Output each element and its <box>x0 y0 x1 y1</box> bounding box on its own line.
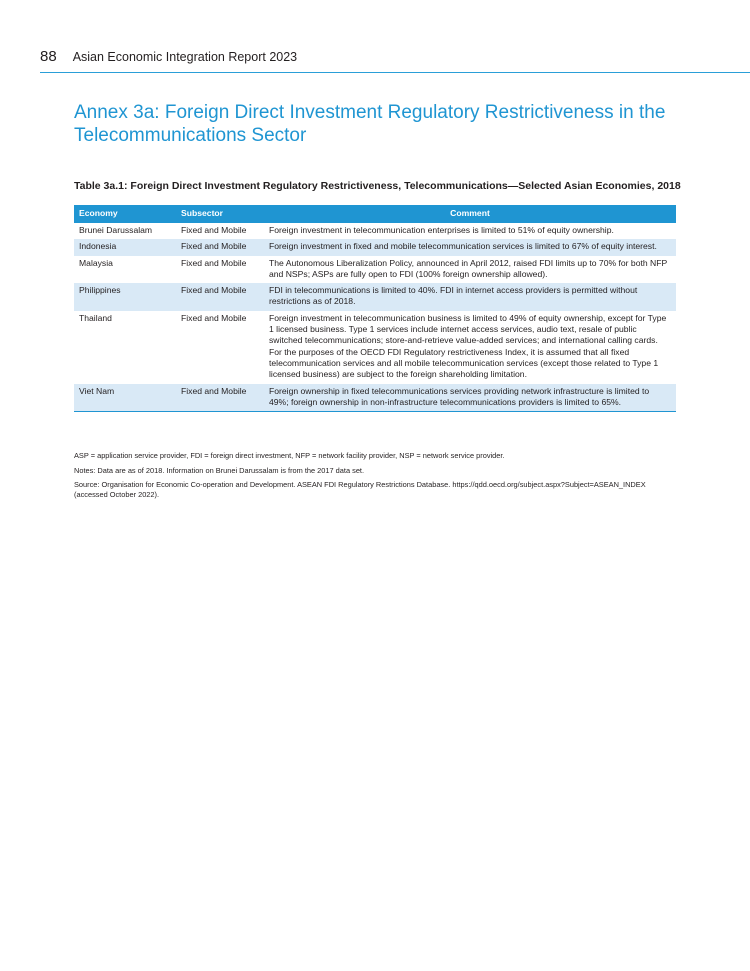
table-row <box>74 239 676 255</box>
column-header-comment: Comment <box>264 205 676 223</box>
cell-comment: The Autonomous Liberalization Policy, announced in April 2012, raised FDI limits up to 70% for both NFP and NSPs; ASPs are fully open to FDI (100% foreign ownership allowed). <box>269 257 668 279</box>
cell-comment: Foreign investment in telecommunication business is limited to 49% of equity ownership, except for Type 1 licensed business. Type 1 services include internet access services, audio text, resale of public switched telecommunications; store-and-retrieve value-added services; and international calling cards. For the purposes of the OECD FDI Regulatory restrictiveness Index, it is assumed that all fixed telecommunication services and all mobile telecommunication services (except those related to Type 1 licensed business) are subject to the foreign shareholding limitation. <box>269 312 667 380</box>
column-header-subsector: Subsector <box>176 205 264 223</box>
source-note: Source: Organisation for Economic Co-operation and Development. ASEAN FDI Regulatory Restrictions Database. https://qdd.oecd.org/subject.aspx?Subject=ASEAN_INDEX (accessed October 2022). <box>74 480 646 499</box>
column-header-economy: Economy <box>74 205 176 223</box>
cell-subsector: Fixed and Mobile <box>181 312 247 323</box>
cell-economy: Viet Nam <box>74 384 176 412</box>
cell-subsector: Fixed and Mobile <box>176 283 264 311</box>
cell-economy: Brunei Darussalam <box>79 225 153 235</box>
cell-subsector: Fixed and Mobile <box>181 225 247 235</box>
cell-economy: Malaysia <box>79 257 113 268</box>
table-title: Table 3a.1: Foreign Direct Investment Regulatory Restrictiveness, Telecommunications—Selected Asian Economies, 2018 <box>74 180 681 192</box>
abbreviations-note: ASP = application service provider, FDI = foreign direct investment, NFP = network facility provider, NSP = network service provider. <box>74 451 505 460</box>
running-title: Asian Economic Integration Report 2023 <box>72 50 298 64</box>
cell-subsector: Fixed and Mobile <box>181 257 247 268</box>
table-notes <box>74 451 676 504</box>
cell-economy: Philippines <box>74 283 176 311</box>
cell-comment: FDI in telecommunications is limited to 40%. FDI in internet access providers is permitted without restrictions as of 2018. <box>264 283 676 311</box>
restrictiveness-table <box>74 205 676 412</box>
cell-comment: Foreign ownership in fixed telecommunications services providing network infrastructure is limited to 49%; foreign ownership in non-infrastructure telecommunications providers is limited to 65%. <box>264 384 676 412</box>
header-rule <box>40 72 750 73</box>
table-header-row <box>74 205 676 223</box>
data-note: Notes: Data are as of 2018. Information on Brunei Darussalam is from the 2017 data set. <box>74 465 365 475</box>
table-row <box>74 311 676 384</box>
cell-economy: Indonesia <box>74 239 176 255</box>
page-header <box>40 48 297 65</box>
cell-comment: Foreign investment in telecommunication enterprises is limited to 51% of equity ownership. <box>269 225 614 235</box>
table-row <box>74 384 676 412</box>
cell-subsector: Fixed and Mobile <box>176 239 264 255</box>
cell-comment: Foreign investment in fixed and mobile telecommunication services is limited to 67% of equity interest. <box>264 239 676 255</box>
table-row <box>74 223 676 239</box>
cell-economy: Thailand <box>79 312 112 323</box>
table-row <box>74 256 676 284</box>
table-row <box>74 283 676 311</box>
annex-title: Annex 3a: Foreign Direct Investment Regulatory Restrictiveness in the Telecommunications Sector <box>74 102 666 146</box>
page-number: 88 <box>40 48 57 65</box>
cell-subsector: Fixed and Mobile <box>176 384 264 412</box>
